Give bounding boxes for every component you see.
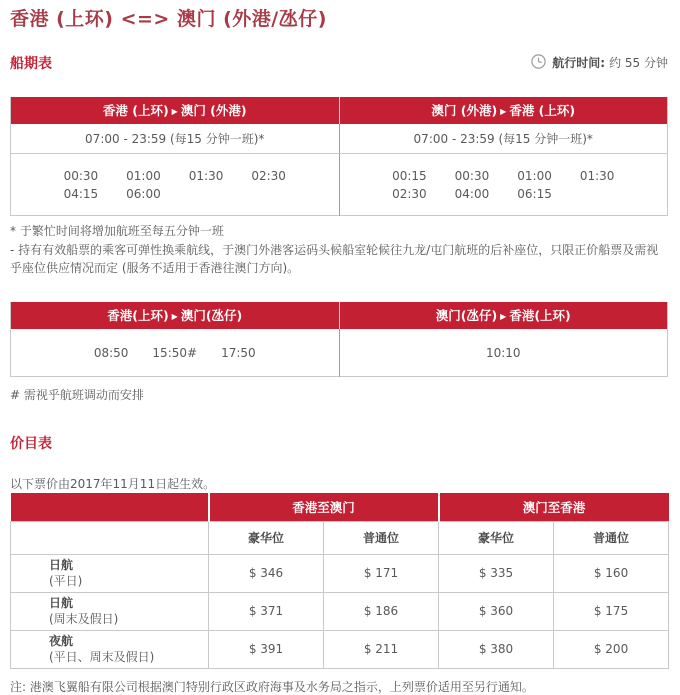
time: 17:50 — [221, 345, 256, 360]
fare-row-label — [11, 592, 209, 630]
page-title: 香港 (上环) <=> 澳门 (外港/氹仔) — [10, 8, 327, 30]
time-list — [94, 346, 256, 360]
duration-value: 约 55 分钟 — [609, 56, 668, 71]
fares-footnote: 注: 港澳飞翼船有限公司根据澳门特别行政区政府海事及水务局之指示，上列票价适用至另行通知。 — [10, 679, 534, 694]
class-header-economy: 普通位 — [554, 521, 669, 554]
fare-price: $ 380 — [439, 630, 554, 668]
route-from: 澳门(氹仔) — [435, 308, 498, 324]
time: 04:00 — [454, 186, 490, 201]
time: 04:15 — [63, 186, 99, 201]
fares-heading: 价目表 — [10, 436, 52, 453]
frequency-hk-to-macau: 07:00 - 23:59 (每15 分钟一班)* — [11, 124, 340, 154]
fare-price: $ 175 — [554, 592, 669, 630]
route-from: 香港(上环) — [107, 308, 169, 324]
route-to: 澳门 (外港) — [180, 103, 247, 119]
service-days: (平日、周末及假日) — [49, 650, 155, 665]
times-hk-to-taipa — [11, 329, 340, 377]
fare-price: $ 391 — [209, 630, 324, 668]
time-grid — [64, 169, 286, 201]
route-arrow-icon: ▶ — [500, 312, 507, 322]
note-peak-frequency: * 于繁忙时间将增加航班至每五分钟一班 — [10, 224, 224, 239]
time: 08:50 — [93, 345, 129, 360]
fare-price: $ 160 — [554, 554, 669, 592]
route-header-hk-to-taipa — [11, 302, 340, 329]
fare-price: $ 186 — [324, 592, 439, 630]
fare-price: $ 335 — [439, 554, 554, 592]
note-flexible-ticket: - 持有有效船票的乘客可弹性换乘航线，于澳门外港客运码头候船室轮候往九龙/屯门航班的后补座位，只限正价船票及需视乎座位供应情况而定 (服务不适用于香港往澳门方向)。 — [10, 242, 659, 276]
duration-label: 航行时间: — [552, 56, 606, 71]
route-header-hk-to-macau-outer — [11, 97, 340, 124]
route-header-macau-outer-to-hk — [339, 97, 668, 124]
service-days: (周末及假日) — [49, 612, 119, 627]
clock-icon — [531, 54, 546, 72]
time: 02:30 — [251, 168, 286, 183]
route-arrow-icon: ▶ — [500, 107, 507, 117]
route-from: 香港 (上环) — [102, 103, 169, 119]
schedule-table-taipa — [10, 302, 668, 378]
time: 02:30 — [392, 186, 427, 201]
fare-row-day-weekday — [11, 554, 669, 592]
fares-header-blank — [11, 493, 209, 521]
route-to: 澳门(氹仔) — [180, 308, 243, 324]
service-days: (平日) — [49, 574, 83, 589]
time: 10:10 — [485, 345, 521, 360]
route-to: 香港(上环) — [509, 308, 571, 324]
fare-price: $ 371 — [209, 592, 324, 630]
time: 01:00 — [126, 168, 161, 183]
frequency-macau-to-hk: 07:00 - 23:59 (每15 分钟一班)* — [339, 124, 668, 154]
fares-header-hk-to-macau: 香港至澳门 — [209, 493, 439, 521]
fares-table — [10, 493, 669, 669]
fares-header-macau-to-hk: 澳门至香港 — [439, 493, 669, 521]
time: 06:00 — [126, 186, 161, 201]
times-taipa-to-hk — [339, 329, 668, 377]
night-times-hk-to-macau — [11, 154, 340, 216]
taipa-note: # 需视乎航班调动而安排 — [10, 388, 144, 403]
service-name: 日航 — [49, 595, 74, 610]
time: 15:50# — [152, 345, 198, 360]
schedule-heading: 船期表 — [10, 55, 52, 72]
night-times-macau-to-hk — [339, 154, 668, 216]
fare-row-label — [11, 630, 209, 668]
service-name: 日航 — [49, 557, 74, 572]
route-header-taipa-to-hk — [339, 302, 668, 329]
time: 00:15 — [392, 168, 427, 183]
fare-price: $ 200 — [554, 630, 669, 668]
service-name: 夜航 — [49, 633, 74, 648]
time: 00:30 — [63, 168, 99, 183]
class-header-deluxe: 豪华位 — [209, 521, 324, 554]
time: 00:30 — [454, 168, 490, 183]
fare-row-day-weekend — [11, 592, 669, 630]
fares-effective-note: 以下票价由2017年11月11日起生效。 — [10, 477, 216, 492]
time: 01:30 — [188, 168, 224, 183]
route-from: 澳门 (外港) — [431, 103, 498, 119]
fare-row-label — [11, 554, 209, 592]
class-header-economy: 普通位 — [324, 521, 439, 554]
time-grid — [392, 169, 614, 201]
time: 06:15 — [517, 186, 552, 201]
schedule-section-header — [10, 53, 668, 73]
fare-price: $ 171 — [324, 554, 439, 592]
route-arrow-icon: ▶ — [171, 312, 178, 322]
route-to: 香港 (上环) — [509, 103, 576, 119]
schedule-notes — [10, 222, 670, 278]
route-arrow-icon: ▶ — [171, 107, 178, 117]
schedule-table-outer-harbour — [10, 97, 668, 217]
class-header-deluxe: 豪华位 — [439, 521, 554, 554]
fare-price: $ 360 — [439, 592, 554, 630]
fare-price: $ 346 — [209, 554, 324, 592]
fare-row-night — [11, 630, 669, 668]
time: 01:30 — [579, 168, 615, 183]
class-header-blank — [11, 521, 209, 554]
sailing-duration — [531, 54, 668, 72]
time: 01:00 — [517, 168, 552, 183]
fare-price: $ 211 — [324, 630, 439, 668]
